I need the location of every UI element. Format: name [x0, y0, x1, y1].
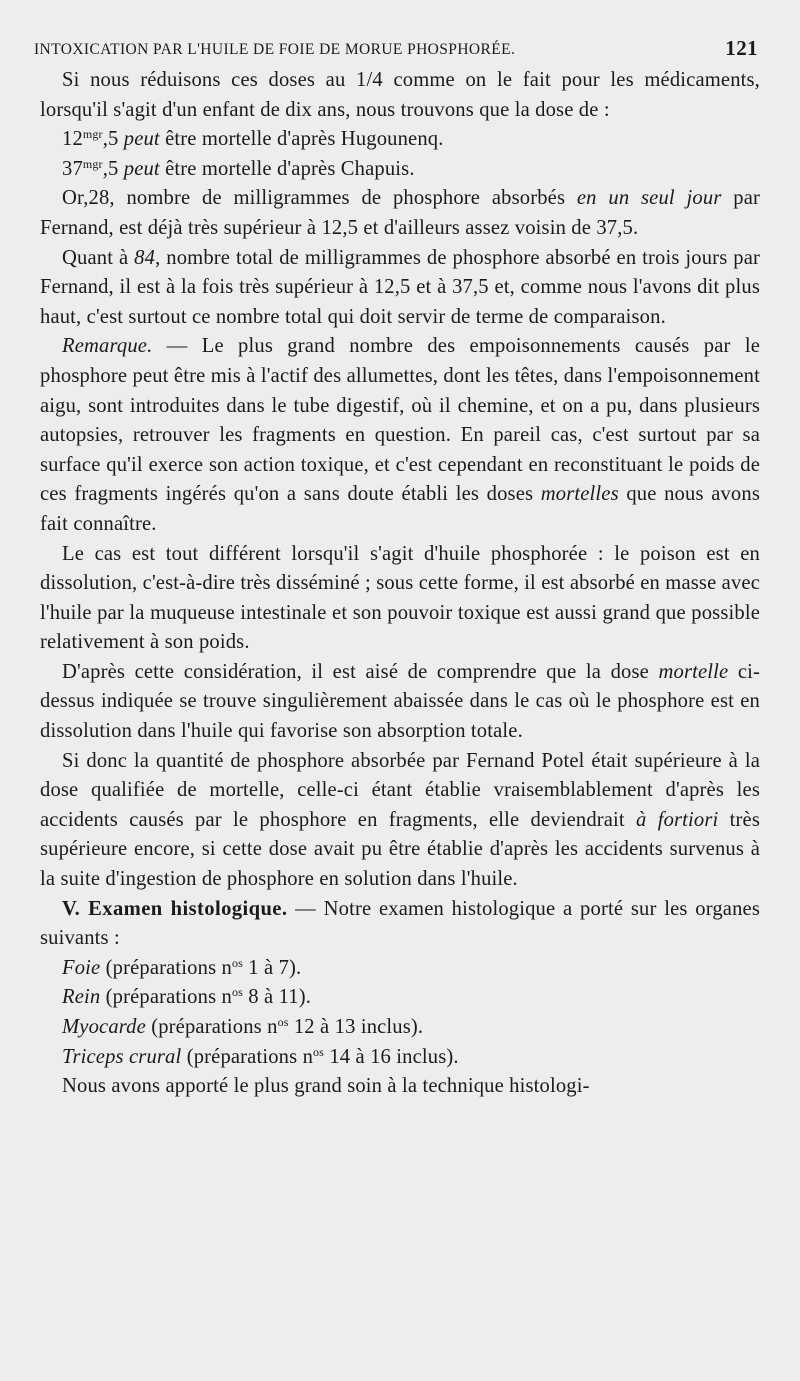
paragraph-dose-reduction: Si nous réduisons ces doses au 1/4 comme on le fait pour les médicaments, lorsqu'il s'agit d'un enfant de dix ans, nous trouvons que la dose de :: [40, 69, 760, 121]
text-run: Si donc la quantité de phosphore absorbée par Fernand Potel était supérieure à la dose qualifiée de mortelle, celle-ci étant établie vraisemblablement d'après les accidents causés par le phosphore en fragments, elle deviendrait: [40, 749, 760, 831]
running-head: [34, 34, 760, 66]
text-run: Quant à: [62, 246, 135, 269]
dose-unit: mgr: [82, 156, 103, 171]
text-run: ci-dessus indiquée se trouve singulièrement abaissée dans le cas où le phosphore est en dissolution dans l'huile qui favorise son absorption totale.: [40, 660, 760, 743]
dose-value: 37: [62, 157, 83, 180]
text-run: (préparations n: [100, 956, 232, 979]
text-run: (préparations n: [145, 1016, 278, 1038]
dose-peut: peut: [123, 157, 160, 180]
italic-run: mortelles: [540, 483, 619, 506]
text-run: 1 à 7).: [242, 956, 302, 979]
section-title: V. Examen histologique.: [62, 897, 288, 920]
organ-name: Triceps crural: [62, 1045, 182, 1068]
text-run: D'après cette considération, il est aisé de comprendre que la dose: [62, 660, 659, 683]
italic-run: en un seul jour: [576, 187, 722, 210]
superscript: os: [231, 985, 243, 1000]
paragraph-technique: Nous avons apporté le plus grand soin à la technique histologi-: [62, 1075, 590, 1098]
text-run: , nombre total de milligrammes de phosphore absorbé en trois jours par Fernand, il est à la fois très supérieur à 12,5 et à 37,5 et, comme nous l'avons dit plus haut, c'est surtout ce nombre total qui doit servir de terme de comparaison.: [40, 246, 760, 328]
running-title: INTOXICATION PAR L'HUILE DE FOIE DE MORUE PHOSPHORÉE.: [34, 41, 516, 58]
superscript: os: [277, 1015, 289, 1029]
paragraph-histology-section: [40, 895, 760, 954]
text-run: (préparations n: [100, 986, 232, 1009]
body-text: [40, 66, 760, 1102]
superscript: os: [313, 1044, 325, 1059]
text-run: Or,28, nombre de milligrammes de phosphore absorbés: [62, 187, 577, 210]
organ-name: Myocarde: [62, 1016, 146, 1038]
list-item-foie: [40, 954, 760, 984]
organ-name: Foie: [62, 956, 101, 979]
superscript: os: [231, 955, 243, 970]
text-run: très supérieure encore, si cette dose avait pu être établie d'après les accidents survenus à la suite d'ingestion de phosphore en solution dans l'huile.: [40, 808, 760, 891]
dose-line-hugounenq: [40, 125, 760, 155]
paragraph-phosphorated-oil: Le cas est tout différent lorsqu'il s'agit d'huile phosphorée : le poison est en dissolution, c'est-à-dire très disséminé ; sous cette forme, il est absorbé en masse avec l'huile par la muqueuse intestinale et son pouvoir toxique est aussi grand que possible relativement à son poids.: [40, 542, 760, 654]
paragraph-consideration: [40, 658, 760, 747]
dose-rest: être mortelle d'après Hugounenq.: [159, 128, 444, 151]
text-run: par Fernand, est déjà très supérieur à 12,5 et d'ailleurs assez voisin de 37,5.: [40, 187, 760, 239]
dose-value: 12: [62, 128, 83, 151]
dose-peut: peut: [123, 128, 160, 151]
italic-run: à fortiori: [636, 808, 719, 831]
dose-line-chapuis: [40, 155, 760, 185]
list-item-triceps: [40, 1043, 760, 1073]
paragraph-fernand-potel: [40, 747, 760, 895]
paragraph-daily-absorption: [40, 184, 760, 243]
list-item-rein: [40, 983, 760, 1013]
text-run: 12 à 13 inclus).: [288, 1016, 424, 1038]
paragraph-total-absorption: [40, 244, 760, 333]
text-run: (préparations n: [181, 1045, 314, 1068]
dose-unit: mgr: [82, 127, 103, 142]
italic-run: Remarque.: [62, 335, 153, 358]
dose-decimal: ,5: [102, 128, 119, 151]
organ-name: Rein: [62, 986, 101, 1009]
paragraph-remarque: [40, 332, 760, 539]
italic-run: mortelle: [658, 660, 729, 683]
text-run: 8 à 11).: [242, 986, 312, 1009]
dose-decimal: ,5: [102, 157, 119, 180]
dose-rest: être mortelle d'après Chapuis.: [159, 157, 415, 180]
text-run: — Le plus grand nombre des empoisonnements causés par le phosphore peut être mis à l'actif des allumettes, dont les têtes, dans l'empoisonnement aigu, sont introduites dans le tube digestif, où il chemine, et on a pu, dans plusieurs autopsies, retrouver les fragments en question. En pareil cas, c'est surtout par sa surface qu'il exerce son action toxique, et c'est cependant en reconstituant le poids de ces fragments ingérés qu'on a sans doute établi les doses: [40, 335, 760, 506]
italic-run: 84: [134, 246, 156, 269]
text-run: que nous avons fait connaître.: [40, 483, 760, 535]
page-number: 121: [725, 36, 758, 60]
text-run: — Notre examen histologique a porté sur les organes suivants :: [40, 897, 760, 950]
text-run: 14 à 16 inclus).: [324, 1045, 459, 1068]
list-item-myocarde: [40, 1013, 760, 1043]
